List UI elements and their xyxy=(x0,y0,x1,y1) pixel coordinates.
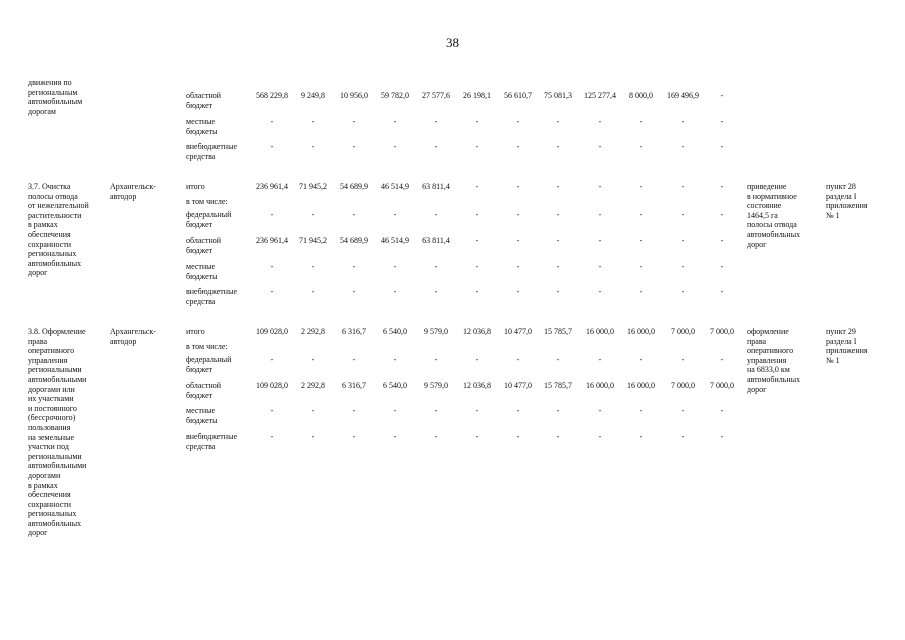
item-3-7-row-value-r4-c5: - xyxy=(475,262,479,271)
item-3-8-row-value-r2-c2: - xyxy=(352,355,356,364)
item-executor-3-8: Архангельск- автодор xyxy=(110,327,156,346)
item-name-3-8: 3.8. Оформление права оперативного управления региональными автомобильными дорогами или их участками и постоянного (бессрочного) пользования на земельные участки под региональными автомобильными дорогами в рамках обеспечения сохранности региональных автомобильных дорог xyxy=(28,327,87,538)
item-3-8-row-value-r4-c6: - xyxy=(516,406,520,415)
item-3-8-row-value-r0-c3: 6 540,0 xyxy=(383,327,407,336)
item-3-7-row-value-r4-c3: - xyxy=(393,262,397,271)
continuation-row-value-r2-c2: - xyxy=(352,142,356,151)
continuation-row-value-r2-c3: - xyxy=(393,142,397,151)
item-3-7-row-source-1: в том числе: xyxy=(186,197,228,206)
continuation-row-value-r2-c9: - xyxy=(639,142,643,151)
item-3-8-row-value-r5-c2: - xyxy=(352,432,356,441)
item-3-8-row-value-r4-c4: - xyxy=(434,406,438,415)
item-3-7-row-value-r2-c4: - xyxy=(434,210,438,219)
item-3-7-row-value-r4-c11: - xyxy=(720,262,724,271)
item-3-7-row-value-r5-c2: - xyxy=(352,287,356,296)
item-3-8-row-value-r2-c6: - xyxy=(516,355,520,364)
continuation-row-value-r2-c0: - xyxy=(270,142,274,151)
item-3-8-row-value-r5-c1: - xyxy=(311,432,315,441)
item-3-7-row-value-r5-c3: - xyxy=(393,287,397,296)
continuation-row-value-r0-c7: 75 081,3 xyxy=(544,91,572,100)
item-3-7-row-source-4: местные бюджеты xyxy=(186,262,218,281)
item-3-8-row-value-r3-c8: 16 000,0 xyxy=(586,381,614,390)
item-3-7-row-value-r3-c0: 236 961,4 xyxy=(256,236,288,245)
item-3-7-row-value-r4-c0: - xyxy=(270,262,274,271)
continuation-row-value-r0-c5: 26 198,1 xyxy=(463,91,491,100)
item-3-8-row-value-r4-c5: - xyxy=(475,406,479,415)
item-3-8-row-value-r4-c10: - xyxy=(681,406,685,415)
continuation-row-value-r0-c3: 59 782,0 xyxy=(381,91,409,100)
item-3-7-row-source-2: федеральный бюджет xyxy=(186,210,232,229)
item-result-3-7: приведение в нормативное состояние 1464,5 га полосы отвода автомобильных дорог xyxy=(747,182,801,249)
item-3-8-row-value-r5-c11: - xyxy=(720,432,724,441)
item-3-7-row-value-r4-c7: - xyxy=(556,262,560,271)
item-3-8-row-source-0: итого xyxy=(186,327,205,336)
item-3-7-row-value-r3-c5: - xyxy=(475,236,479,245)
item-3-8-row-value-r2-c8: - xyxy=(598,355,602,364)
item-3-8-row-value-r0-c10: 7 000,0 xyxy=(671,327,695,336)
continuation-row-value-r1-c4: - xyxy=(434,117,438,126)
continuation-row-value-r0-c11: - xyxy=(720,91,724,100)
item-executor-3-7: Архангельск- автодор xyxy=(110,182,156,201)
item-3-8-row-value-r5-c8: - xyxy=(598,432,602,441)
continuation-row-source-2: внебюджетные средства xyxy=(186,142,237,161)
item-3-7-row-value-r4-c1: - xyxy=(311,262,315,271)
item-3-7-row-value-r2-c0: - xyxy=(270,210,274,219)
item-name-continuation: движения по региональным автомобильным дорогам xyxy=(28,78,83,116)
item-3-7-row-value-r2-c10: - xyxy=(681,210,685,219)
continuation-row-value-r0-c2: 10 956,0 xyxy=(340,91,368,100)
continuation-row-value-r0-c1: 9 249,8 xyxy=(301,91,325,100)
continuation-row-value-r2-c5: - xyxy=(475,142,479,151)
continuation-row-value-r1-c0: - xyxy=(270,117,274,126)
item-3-8-row-value-r0-c1: 2 292,8 xyxy=(301,327,325,336)
item-name-3-7: 3.7. Очистка полосы отвода от нежелательной растительности в рамках обеспечения сохранности региональных автомобильных дорог xyxy=(28,182,89,278)
item-3-7-row-value-r5-c1: - xyxy=(311,287,315,296)
item-3-7-row-value-r4-c9: - xyxy=(639,262,643,271)
continuation-row-source-1: местные бюджеты xyxy=(186,117,218,136)
item-3-7-row-value-r2-c1: - xyxy=(311,210,315,219)
item-3-8-row-value-r5-c7: - xyxy=(556,432,560,441)
item-3-8-row-value-r0-c6: 10 477,0 xyxy=(504,327,532,336)
continuation-row-value-r0-c6: 56 610,7 xyxy=(504,91,532,100)
continuation-row-value-r1-c7: - xyxy=(556,117,560,126)
item-3-7-row-value-r5-c4: - xyxy=(434,287,438,296)
item-3-8-row-value-r2-c7: - xyxy=(556,355,560,364)
item-3-7-row-value-r0-c3: 46 514,9 xyxy=(381,182,409,191)
item-3-8-row-value-r4-c3: - xyxy=(393,406,397,415)
item-3-8-row-value-r2-c11: - xyxy=(720,355,724,364)
item-3-8-row-value-r5-c4: - xyxy=(434,432,438,441)
item-3-8-row-value-r0-c9: 16 000,0 xyxy=(627,327,655,336)
item-3-8-row-source-4: местные бюджеты xyxy=(186,406,218,425)
continuation-row-value-r2-c7: - xyxy=(556,142,560,151)
item-3-7-row-value-r2-c5: - xyxy=(475,210,479,219)
item-3-7-row-value-r4-c10: - xyxy=(681,262,685,271)
continuation-row-value-r0-c8: 125 277,4 xyxy=(584,91,616,100)
item-3-7-row-value-r5-c0: - xyxy=(270,287,274,296)
item-3-8-row-value-r5-c0: - xyxy=(270,432,274,441)
item-3-7-row-value-r2-c2: - xyxy=(352,210,356,219)
item-3-7-row-value-r3-c2: 54 689,9 xyxy=(340,236,368,245)
item-3-7-row-value-r3-c4: 63 811,4 xyxy=(422,236,450,245)
item-3-7-row-value-r5-c11: - xyxy=(720,287,724,296)
item-3-7-row-value-r3-c10: - xyxy=(681,236,685,245)
item-3-7-row-value-r3-c8: - xyxy=(598,236,602,245)
continuation-row-value-r1-c10: - xyxy=(681,117,685,126)
item-3-8-row-value-r0-c5: 12 036,8 xyxy=(463,327,491,336)
item-3-8-row-value-r0-c0: 109 028,0 xyxy=(256,327,288,336)
item-3-8-row-value-r3-c6: 10 477,0 xyxy=(504,381,532,390)
continuation-row-source-0: областной бюджет xyxy=(186,91,222,110)
continuation-row-value-r1-c2: - xyxy=(352,117,356,126)
item-3-8-row-value-r0-c11: 7 000,0 xyxy=(710,327,734,336)
item-3-8-row-value-r2-c4: - xyxy=(434,355,438,364)
item-3-8-row-source-1: в том числе: xyxy=(186,342,228,351)
item-3-7-row-value-r3-c7: - xyxy=(556,236,560,245)
continuation-row-value-r1-c5: - xyxy=(475,117,479,126)
item-3-8-row-source-5: внебюджетные средства xyxy=(186,432,237,451)
item-3-7-row-value-r5-c5: - xyxy=(475,287,479,296)
continuation-row-value-r1-c3: - xyxy=(393,117,397,126)
item-3-8-row-value-r0-c8: 16 000,0 xyxy=(586,327,614,336)
item-3-7-row-value-r0-c5: - xyxy=(475,182,479,191)
item-3-7-row-value-r0-c2: 54 689,9 xyxy=(340,182,368,191)
item-3-7-row-source-5: внебюджетные средства xyxy=(186,287,237,306)
item-3-8-row-value-r3-c11: 7 000,0 xyxy=(710,381,734,390)
item-3-7-row-value-r5-c7: - xyxy=(556,287,560,296)
item-3-7-row-value-r2-c7: - xyxy=(556,210,560,219)
item-3-7-row-value-r3-c11: - xyxy=(720,236,724,245)
item-3-8-row-value-r4-c8: - xyxy=(598,406,602,415)
item-3-8-row-value-r4-c0: - xyxy=(270,406,274,415)
continuation-row-value-r2-c4: - xyxy=(434,142,438,151)
item-3-7-row-value-r3-c3: 46 514,9 xyxy=(381,236,409,245)
item-3-8-row-value-r3-c4: 9 579,0 xyxy=(424,381,448,390)
item-3-7-row-value-r2-c9: - xyxy=(639,210,643,219)
item-3-7-row-value-r0-c10: - xyxy=(681,182,685,191)
item-3-8-row-value-r0-c4: 9 579,0 xyxy=(424,327,448,336)
continuation-row-value-r1-c9: - xyxy=(639,117,643,126)
item-3-8-row-value-r5-c5: - xyxy=(475,432,479,441)
continuation-row-value-r0-c0: 568 229,8 xyxy=(256,91,288,100)
continuation-row-value-r0-c9: 8 000,0 xyxy=(629,91,653,100)
item-3-7-row-value-r0-c4: 63 811,4 xyxy=(422,182,450,191)
item-3-7-row-value-r0-c9: - xyxy=(639,182,643,191)
continuation-row-value-r2-c11: - xyxy=(720,142,724,151)
item-3-7-row-value-r2-c11: - xyxy=(720,210,724,219)
item-3-8-row-value-r2-c0: - xyxy=(270,355,274,364)
item-3-7-row-value-r5-c10: - xyxy=(681,287,685,296)
item-3-7-row-value-r3-c6: - xyxy=(516,236,520,245)
item-3-8-row-value-r3-c3: 6 540,0 xyxy=(383,381,407,390)
item-3-7-row-value-r2-c6: - xyxy=(516,210,520,219)
item-3-7-row-value-r0-c0: 236 961,4 xyxy=(256,182,288,191)
item-3-7-row-value-r5-c9: - xyxy=(639,287,643,296)
item-3-7-row-value-r2-c3: - xyxy=(393,210,397,219)
item-3-8-row-value-r4-c1: - xyxy=(311,406,315,415)
continuation-row-value-r1-c8: - xyxy=(598,117,602,126)
item-3-7-row-value-r2-c8: - xyxy=(598,210,602,219)
item-3-8-row-value-r3-c2: 6 316,7 xyxy=(342,381,366,390)
item-3-8-row-value-r5-c9: - xyxy=(639,432,643,441)
item-3-7-row-value-r0-c7: - xyxy=(556,182,560,191)
item-3-8-row-value-r3-c9: 16 000,0 xyxy=(627,381,655,390)
item-3-8-row-value-r4-c7: - xyxy=(556,406,560,415)
item-3-8-row-value-r5-c10: - xyxy=(681,432,685,441)
item-3-7-row-source-0: итого xyxy=(186,182,205,191)
item-3-7-row-value-r5-c8: - xyxy=(598,287,602,296)
item-3-8-row-value-r3-c7: 15 785,7 xyxy=(544,381,572,390)
continuation-row-value-r2-c10: - xyxy=(681,142,685,151)
item-3-8-row-value-r3-c5: 12 036,8 xyxy=(463,381,491,390)
continuation-row-value-r1-c1: - xyxy=(311,117,315,126)
item-3-7-row-value-r0-c6: - xyxy=(516,182,520,191)
continuation-row-value-r1-c6: - xyxy=(516,117,520,126)
continuation-row-value-r1-c11: - xyxy=(720,117,724,126)
item-3-8-row-value-r5-c6: - xyxy=(516,432,520,441)
item-3-7-row-value-r4-c8: - xyxy=(598,262,602,271)
item-3-8-row-value-r4-c2: - xyxy=(352,406,356,415)
item-3-8-row-value-r0-c2: 6 316,7 xyxy=(342,327,366,336)
item-3-7-row-value-r3-c1: 71 945,2 xyxy=(299,236,327,245)
item-3-7-row-value-r4-c4: - xyxy=(434,262,438,271)
item-3-8-row-value-r3-c1: 2 292,8 xyxy=(301,381,325,390)
item-3-8-row-value-r0-c7: 15 785,7 xyxy=(544,327,572,336)
item-3-7-row-value-r4-c6: - xyxy=(516,262,520,271)
item-3-7-row-value-r4-c2: - xyxy=(352,262,356,271)
item-3-8-row-source-3: областной бюджет xyxy=(186,381,222,400)
item-3-8-row-value-r3-c10: 7 000,0 xyxy=(671,381,695,390)
item-3-8-row-value-r2-c3: - xyxy=(393,355,397,364)
item-reference-3-7: пункт 28 раздела I приложения № 1 xyxy=(826,182,868,220)
page-number: 38 xyxy=(446,35,459,50)
item-3-8-row-value-r2-c5: - xyxy=(475,355,479,364)
item-result-3-8: оформление права оперативного управления на 6833,0 км автомобильных дорог xyxy=(747,327,801,394)
item-3-7-row-value-r0-c1: 71 945,2 xyxy=(299,182,327,191)
item-3-8-row-value-r4-c9: - xyxy=(639,406,643,415)
continuation-row-value-r2-c6: - xyxy=(516,142,520,151)
item-3-8-row-value-r2-c1: - xyxy=(311,355,315,364)
item-3-7-row-value-r5-c6: - xyxy=(516,287,520,296)
continuation-row-value-r2-c8: - xyxy=(598,142,602,151)
item-3-8-row-value-r3-c0: 109 028,0 xyxy=(256,381,288,390)
item-3-7-row-value-r3-c9: - xyxy=(639,236,643,245)
continuation-row-value-r2-c1: - xyxy=(311,142,315,151)
item-3-8-row-value-r2-c9: - xyxy=(639,355,643,364)
item-3-8-row-value-r5-c3: - xyxy=(393,432,397,441)
item-3-7-row-value-r0-c11: - xyxy=(720,182,724,191)
continuation-row-value-r0-c4: 27 577,6 xyxy=(422,91,450,100)
item-3-8-row-value-r2-c10: - xyxy=(681,355,685,364)
continuation-row-value-r0-c10: 169 496,9 xyxy=(667,91,699,100)
item-3-8-row-source-2: федеральный бюджет xyxy=(186,355,232,374)
item-3-7-row-source-3: областной бюджет xyxy=(186,236,222,255)
item-reference-3-8: пункт 29 раздела I приложения № 1 xyxy=(826,327,868,365)
item-3-8-row-value-r4-c11: - xyxy=(720,406,724,415)
item-3-7-row-value-r0-c8: - xyxy=(598,182,602,191)
